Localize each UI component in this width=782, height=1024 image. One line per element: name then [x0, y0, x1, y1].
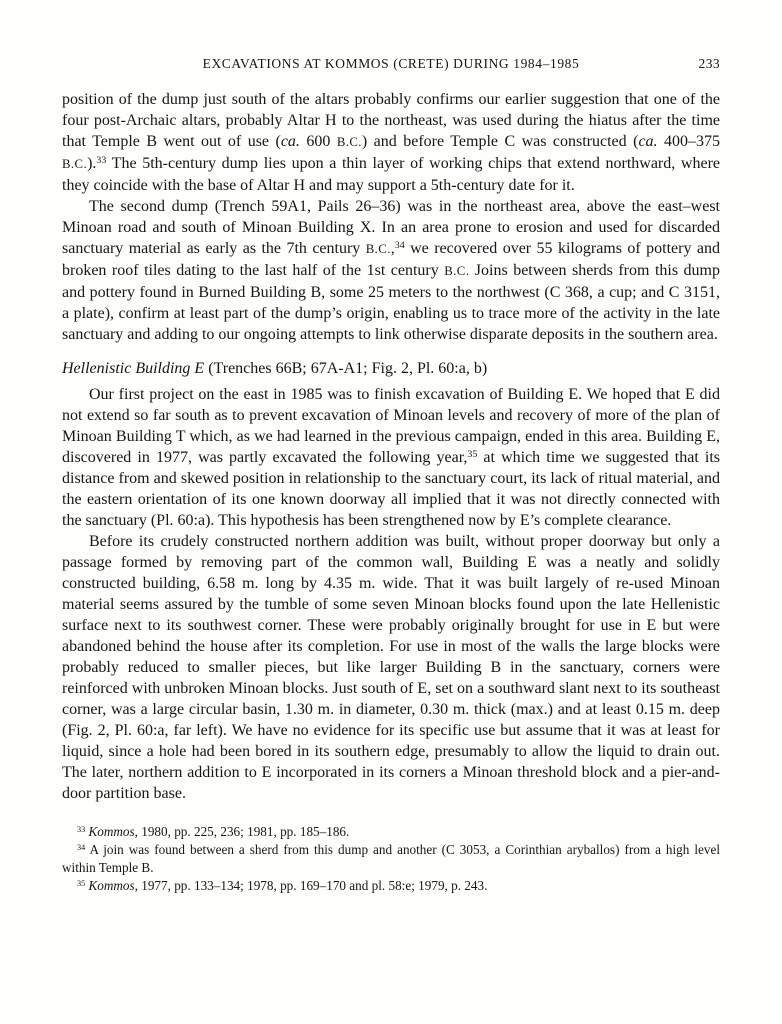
running-head — [62, 56, 720, 72]
footnote-34: $^{34}$ A join was found between a sherd from this dump and another (C 3053, a Corinthian aryballos) from a high level within Temple B. — [62, 842, 720, 875]
paragraph-dump-altars: position of the dump just south of the altars probably confirms our earlier suggestion that one of the four post-Archaic altars, probably Altar H to the northeast, was used during the hiatus after the time that Temple B went out of use (ca. 600 B.C.) and before Temple C was constructed (ca. 400–375 B.C.).$^{33}$ The 5th-century dump lies upon a thin layer of working chips that extend northward, where they coincide with the base of Altar H and may support a 5th-century date for it. — [62, 91, 721, 194]
page-number: 233 — [698, 56, 720, 71]
paragraph-second-dump: The second dump (Trench 59A1, Pails 26–36) was in the northeast area, above the east–west Minoan road and south of Minoan Building X. In an area prone to erosion and used for discarded sanctuary material as early as the 7th century B.C.,$^{34}$ we recovered over 55 kilograms of pottery and broken roof tiles dating to the last half of the 1st century B.C. Joins between sherds from this dump and pottery found in Burned Building B, some 25 meters to the northwest (C 368, a cup; and C 3151, a plate), confirm at least part of the dump’s origin, enabling us to trace more of the activity in the late sanctuary and adding to our ongoing attempts to link otherwise disparate deposits in the southern area. — [62, 198, 721, 343]
article-body — [62, 89, 720, 804]
section-heading-hellenistic-building-e: Hellenistic Building E (Trenches 66B; 67A-A1; Fig. 2, Pl. 60:a, b) — [62, 360, 488, 377]
paragraph-first-project: Our first project on the east in 1985 was to finish excavation of Building E. We hoped that E did not extend so far south as to prevent excavation of Minoan levels and recovery of more of the plan of Minoan Building T which, as we had learned in the previous campaign, ended in this area. Building E, discovered in 1977, was partly excavated the following year,$^{35}$ at which time we suggested that its distance from and skewed position in relationship to the sanctuary court, its lack of ritual material, and the eastern orientation of its one known doorway all implied that it was not directly connected with the sanctuary (Pl. 60:a). This hypothesis has been strengthened now by E’s complete clearance. — [62, 386, 721, 529]
paragraph-building-e-description: Before its crudely constructed northern addition was built, without proper doorway but only a passage formed by removing part of the common wall, Building E was a neatly and solidly constructed building, 6.58 m. long by 4.35 m. wide. That it was built largely of re-used Minoan material seems assured by the tumble of some seven Minoan blocks found upon the late Hellenistic surface next to its southwest corner. These were probably originally brought for use in E but were abandoned behind the house after its completion. For use in most of the walls the large blocks were probably reduced to smaller pieces, but like larger Building B in the sanctuary, corners were reinforced with unbroken Minoan blocks. Just south of E, set on a southward slant next to its southeast corner, was a large circular basin, 1.30 m. in diameter, 0.30 m. thick (max.) and at least 0.15 m. deep (Fig. 2, Pl. 60:a, far left). We have no evidence for its specific use but assume that it was at least for liquid, since a hole had been bored in its southern edge, presumably to allow the liquid to drain out. The later, northern addition to E incorporated in its corners a Minoan threshold block and a pier-and-door partition base. — [62, 533, 720, 802]
footnote-33: $^{33}$ Kommos, 1980, pp. 225, 236; 1981, pp. 185–186. — [77, 824, 350, 839]
footnote-35: $^{35}$ Kommos, 1977, pp. 133–134; 1978, pp. 169–170 and pl. 58:e; 1979, p. 243. — [77, 878, 488, 893]
running-head-title: EXCAVATIONS AT KOMMOS (CRETE) DURING 1984–1985 — [202, 56, 580, 71]
footnotes — [62, 823, 720, 895]
